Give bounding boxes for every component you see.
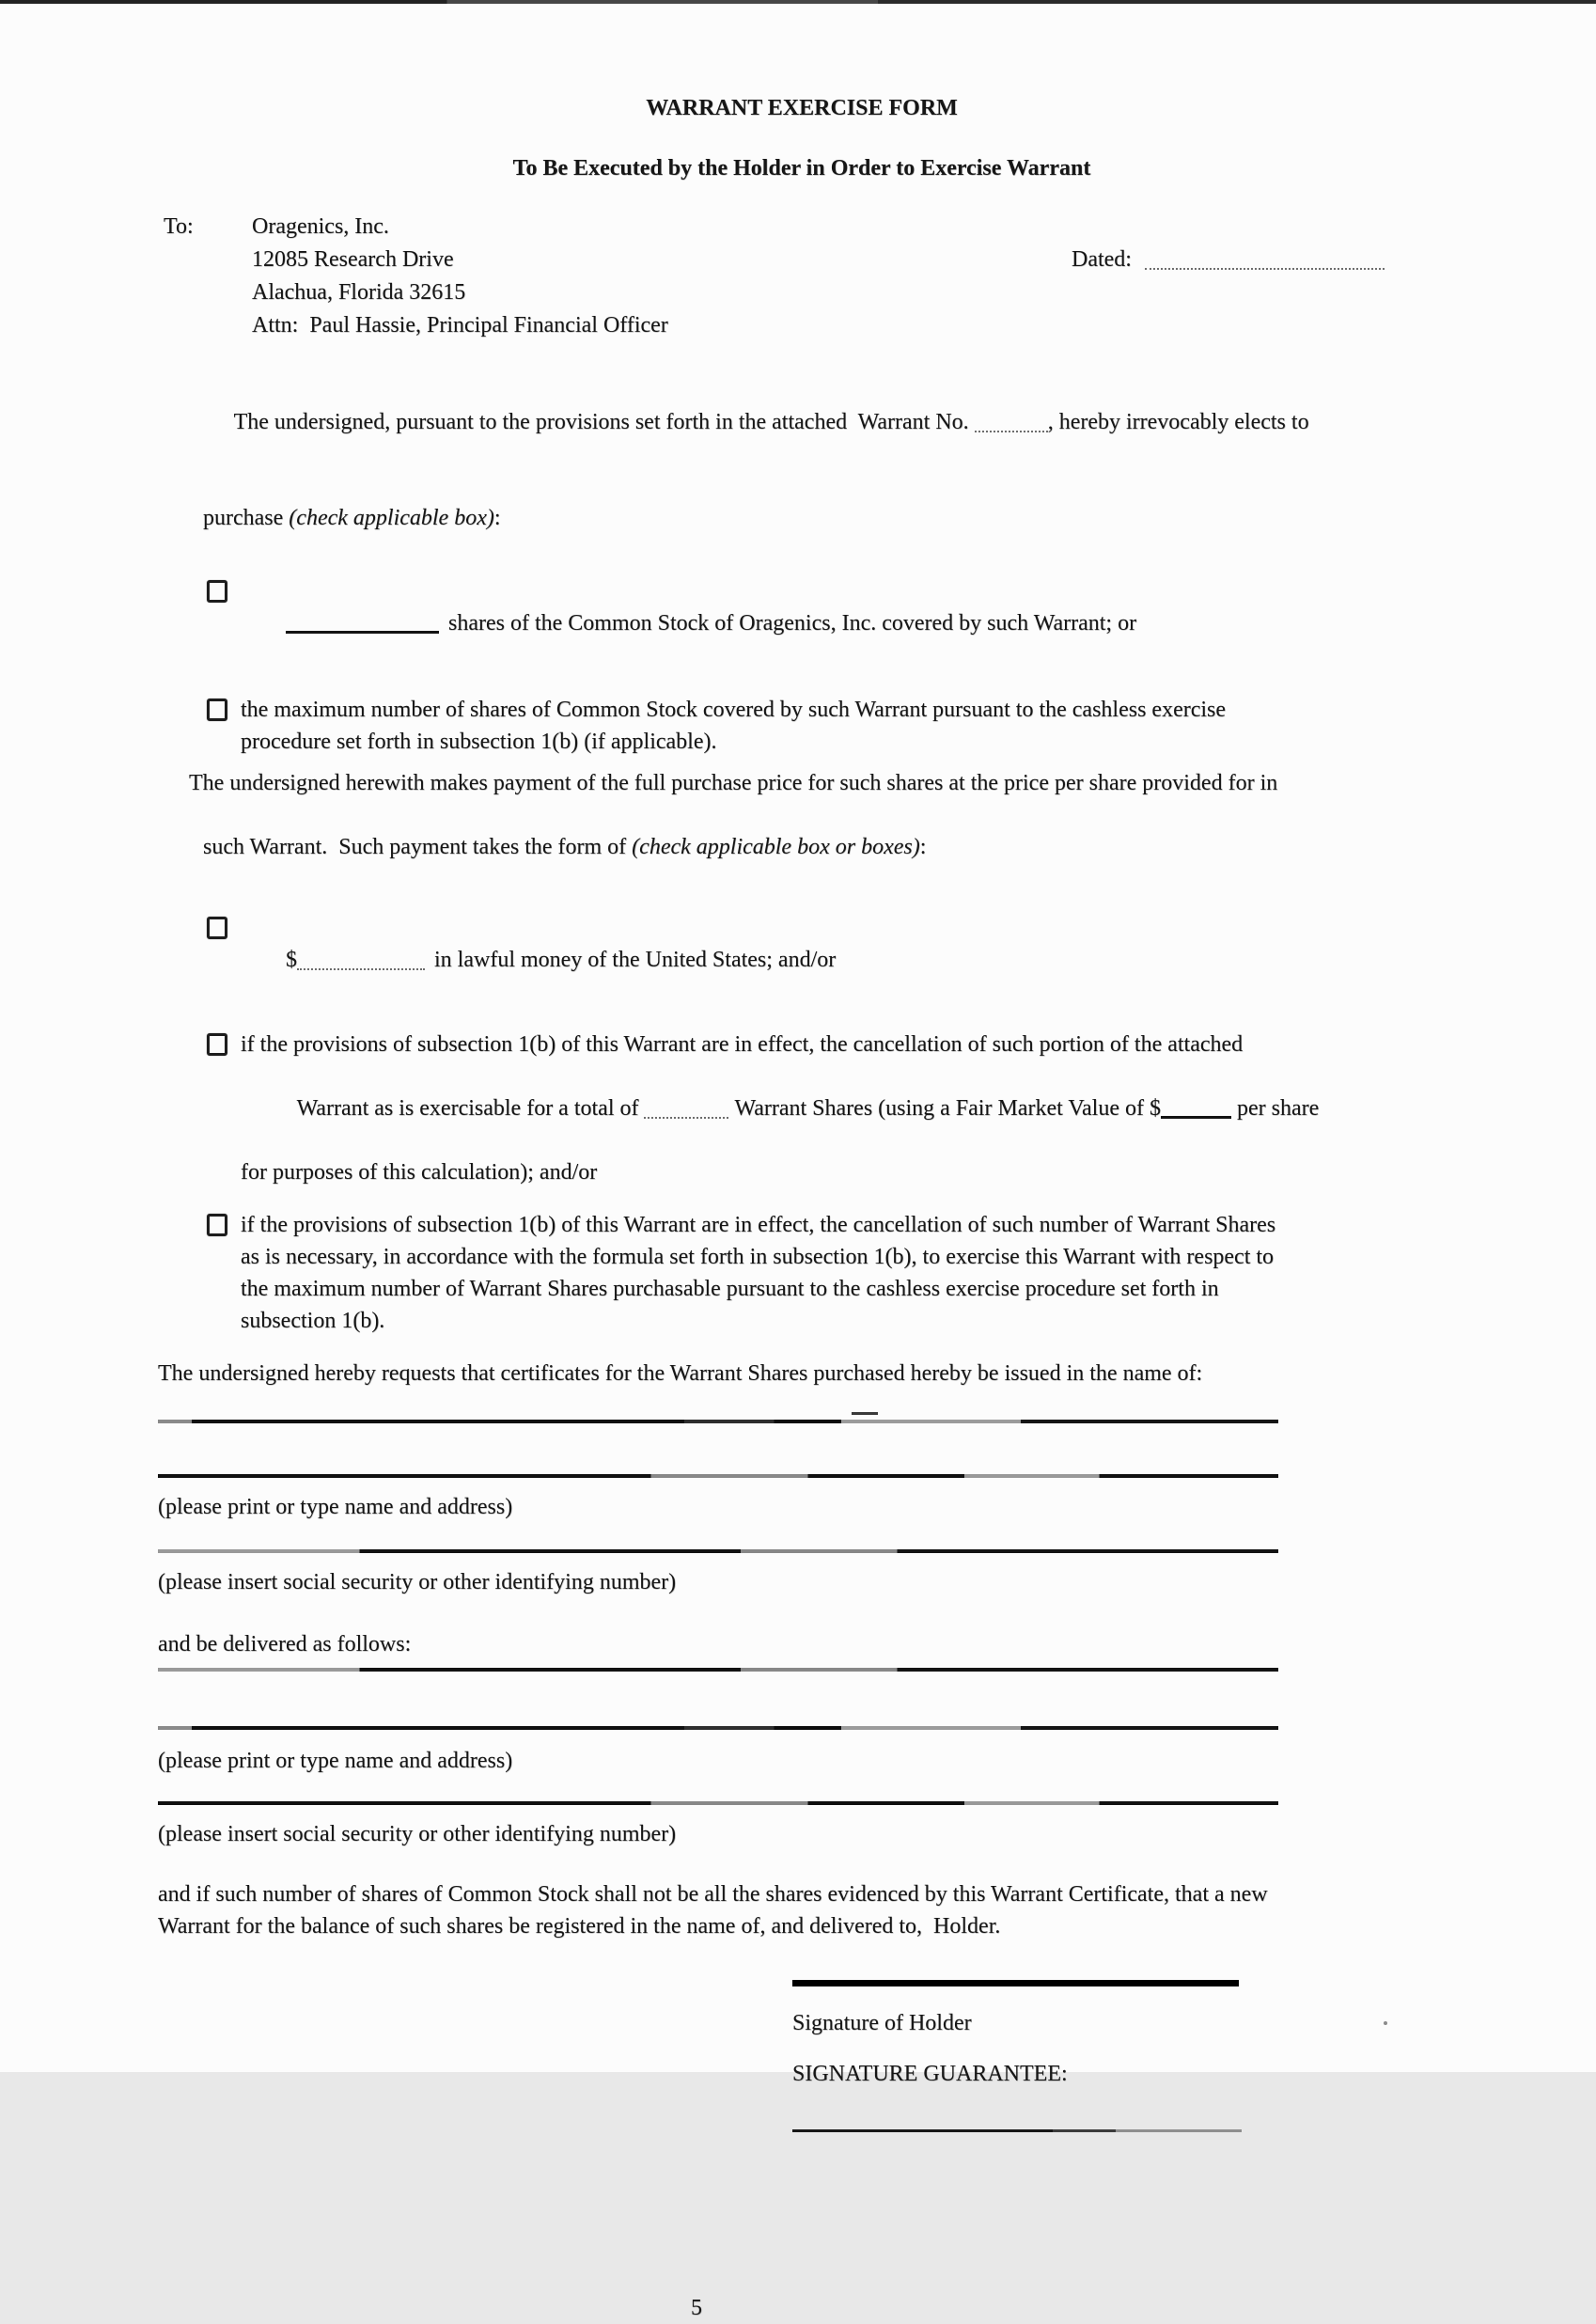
checkbox-cash-option[interactable] — [207, 917, 227, 939]
holder-signature-line[interactable] — [792, 1980, 1239, 1986]
delivered-as-follows-label: and be delivered as follows: — [158, 1632, 412, 1657]
name-address-label-1: (please print or type name and address) — [158, 1495, 513, 1519]
recipient-attn: Attn: Paul Hassie, Principal Financial Officer — [252, 313, 668, 338]
payment-line-2: such Warrant. Such payment takes the form of (check applicable box or boxes): — [203, 835, 927, 859]
checkbox-cancellation-portion-option[interactable] — [207, 1033, 227, 1056]
total-warrant-shares-blank[interactable] — [644, 1098, 728, 1119]
page-subtitle: To Be Executed by the Holder in Order to Exercise Warrant — [512, 156, 1091, 181]
signature-of-holder-label: Signature of Holder — [792, 2011, 972, 2035]
delivery-name-address-line[interactable] — [158, 1726, 1278, 1730]
balance-warrant-paragraph: and if such number of shares of Common Stock shall not be all the shares evidenced by this Warrant Certificate, that a new Warrant for the balance of such shares be registered in the name of, and delivered to, Holder. — [158, 1882, 1268, 1939]
payment-cash-row — [207, 912, 1446, 1008]
payment-cancellation-portion-row — [207, 1029, 1446, 1188]
payment-cancellation-number-text: if the provisions of subsection 1(b) of this Warrant are in effect, the cancellation of such number of Warrant Shares as is necessary, in accordance with the formula set forth in subsection 1(b), to exercise this Warrant with respect to the maximum number of Warrant Shares purchasable pursuant to the cashless exercise procedure set forth in subsection 1(b). — [241, 1213, 1276, 1333]
name-address-line-2[interactable] — [158, 1474, 1278, 1478]
payment-cancellation-number-row — [207, 1209, 1446, 1337]
page-number: 5 — [691, 2296, 702, 2320]
checkbox-cancellation-number-option[interactable] — [207, 1214, 227, 1236]
warrant-number-blank[interactable] — [975, 412, 1048, 432]
dated-label: Dated: — [1072, 247, 1132, 272]
election-line-1: The undersigned, pursuant to the provisions set forth in the attached Warrant No. , hereby irrevocably elects to — [233, 410, 1309, 434]
recipient-name: Oragenics, Inc. — [252, 214, 389, 239]
payment-line-1: The undersigned herewith makes payment of the full purchase price for such shares at the price per share provided for in — [189, 771, 1278, 795]
signature-block — [792, 1980, 1244, 2132]
recipient-street: 12085 Research Drive — [252, 247, 454, 272]
dated-row — [1072, 243, 1385, 276]
election-line-2: purchase (check applicable box): — [203, 506, 501, 530]
option-maximum-row — [207, 694, 1446, 758]
signature-guarantee-label: SIGNATURE GUARANTEE: — [792, 2062, 1068, 2086]
fair-market-value-blank[interactable] — [1161, 1097, 1231, 1119]
option-shares-row — [207, 575, 1446, 671]
ssn-line-1[interactable] — [158, 1549, 1278, 1553]
recipient-block — [158, 211, 1446, 342]
scan-artifact-dot — [1384, 2021, 1387, 2025]
ssn-line-2[interactable] — [158, 1801, 1278, 1805]
option-shares-text: shares of the Common Stock of Oragenics, Inc. covered by such Warrant; or — [241, 575, 1136, 671]
name-address-label-2: (please print or type name and address) — [158, 1749, 513, 1773]
certificates-request-paragraph: The undersigned hereby requests that certificates for the Warrant Shares purchased hereby be issued in the name of: — [158, 1361, 1203, 1386]
checkbox-shares-option[interactable] — [207, 580, 227, 603]
page-title: WARRANT EXERCISE FORM — [646, 96, 958, 120]
shares-count-blank[interactable] — [286, 612, 439, 634]
option-maximum-text: the maximum number of shares of Common Stock covered by such Warrant pursuant to the cashless exercise procedure set forth in subsection 1(b) (if applicable). — [241, 698, 1227, 754]
ssn-label-1: (please insert social security or other identifying number) — [158, 1570, 677, 1594]
dollar-amount-blank[interactable] — [297, 950, 425, 970]
payment-cancellation-line-2: Warrant as is exercisable for a total of Warrant Shares (using a Fair Market Value of $ per share — [296, 1096, 1320, 1121]
delivery-line-1[interactable] — [158, 1668, 1278, 1672]
checkbox-maximum-option[interactable] — [207, 699, 227, 721]
name-address-line-1[interactable] — [158, 1420, 1278, 1423]
dated-blank[interactable] — [1145, 249, 1385, 270]
payment-paragraph — [158, 767, 1446, 895]
signature-guarantee-line[interactable] — [792, 2129, 1242, 2132]
election-paragraph — [158, 374, 1446, 566]
recipient-address — [252, 211, 1446, 342]
payment-cash-text: $ in lawful money of the United States; and/or — [286, 948, 837, 972]
payment-cancellation-portion-text: if the provisions of subsection 1(b) of this Warrant are in effect, the cancellation of such portion of the attached Warrant as is exercisable for a total of Warrant Shares (using a Fair Market Value of $ per share for purposes of this calculation); and/or — [241, 1032, 1320, 1185]
ssn-label-2: (please insert social security or other identifying number) — [158, 1822, 677, 1846]
recipient-city-state: Alachua, Florida 32615 — [252, 280, 466, 305]
to-label: To: — [164, 214, 194, 239]
